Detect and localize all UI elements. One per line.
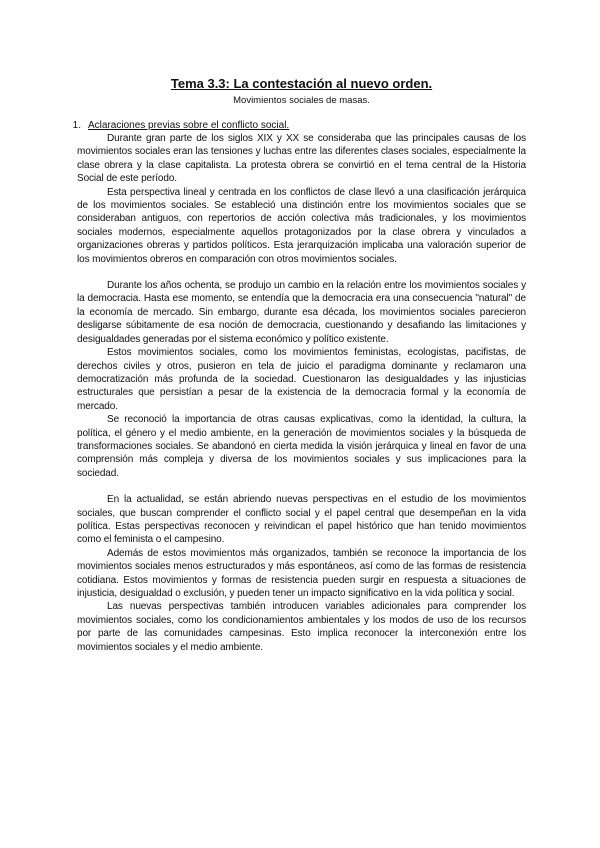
- paragraph: Se reconoció la importancia de otras causas explicativas, como la identidad, la cultura, la política, el género y el medio ambiente, en la generación de movimientos sociales y la búsqueda de transformaciones sociales. Se abandonó en cierta medida la visión jerárquica y lineal en favor de una comprensión más compleja y diversa de los movimientos sociales y sus implicaciones para la sociedad.: [77, 414, 526, 479]
- document-title: Tema 3.3: La contestación al nuevo orden.: [170, 76, 433, 91]
- paragraph: Las nuevas perspectivas también introducen variables adicionales para comprender los movimientos sociales, como los condicionamientos ambientales y los modos de uso de los recursos por parte de las comunidades campesinas. Esto implica reconocer la interconexión entre los movimientos sociales y el medio ambiente.: [77, 601, 526, 653]
- paragraph-gap: [77, 266, 526, 279]
- document-page: [72, 76, 526, 654]
- document-subtitle: Movimientos sociales de masas.: [233, 95, 370, 106]
- paragraph: Además de estos movimientos más organizados, también se reconoce la importancia de los movimientos sociales menos estructurados y más espontáneos, así como de las formas de resistencia cotidiana. Estos movimientos y formas de resistencia pueden surgir en respuesta a situaciones de injusticia, desigualdad o exclusión, y pueden tener un impacto significativo en la vida política y social.: [77, 547, 526, 599]
- paragraph: Esta perspectiva lineal y centrada en los conflictos de clase llevó a una clasificación jerárquica de los movimientos sociales. Se estableció una distinción entre los movimientos sociales que se consideraban antiguos, con repertorios de acción colectiva más tradicionales, y los movimientos sociales modernos, especialmente aquellos protagonizados por la clase obrera y vinculados a organizaciones obreras y partidos políticos. Esta jerarquización implicaba una valoración superior de los movimientos obreros en comparación con otros movimientos sociales.: [77, 186, 526, 265]
- paragraph-gap: [77, 480, 526, 493]
- paragraph: Durante gran parte de los siglos XIX y XX se consideraba que las principales causas de los movimientos sociales eran las tensiones y luchas entre las diferentes clases sociales, especialmente la clase obrera y la clase capitalista. La protesta obrera se convirtió en el tema central de la Historia Social de este período.: [77, 133, 526, 185]
- paragraph: Estos movimientos sociales, como los movimientos feministas, ecologistas, pacifistas, de derechos civiles y otros, pusieron en tela de juicio el paradigma dominante y reclamaron una democratización más profunda de la sociedad. Cuestionaron las desigualdades y las injusticias estructurales que persistían a pesar de la existencia de la democracia formal y la economía de mercado.: [77, 347, 526, 412]
- paragraph: En la actualidad, se están abriendo nuevas perspectivas en el estudio de los movimientos sociales, que buscan comprender el conflicto social y el papel central que desempeñan en la vida política. Estas perspectivas reconocen y reivindican el papel histórico que han tenido movimientos como el feminista o el campesino.: [77, 494, 526, 546]
- section-number: 1.: [72, 120, 81, 131]
- section-heading-text: Aclaraciones previas sobre el conflicto social.: [88, 120, 290, 131]
- paragraph: Durante los años ochenta, se produjo un cambio en la relación entre los movimientos sociales y la democracia. Hasta ese momento, se entendía que la democracia era una consecuencia "natural" de la economía de mercado. Sin embargo, durante esa década, los movimientos sociales parecieron desligarse súbitamente de esa noción de democracia, cuestionando y desafiando las limitaciones y desigualdades generadas por el sistema económico y político existente.: [77, 280, 526, 345]
- section-heading: [72, 119, 526, 132]
